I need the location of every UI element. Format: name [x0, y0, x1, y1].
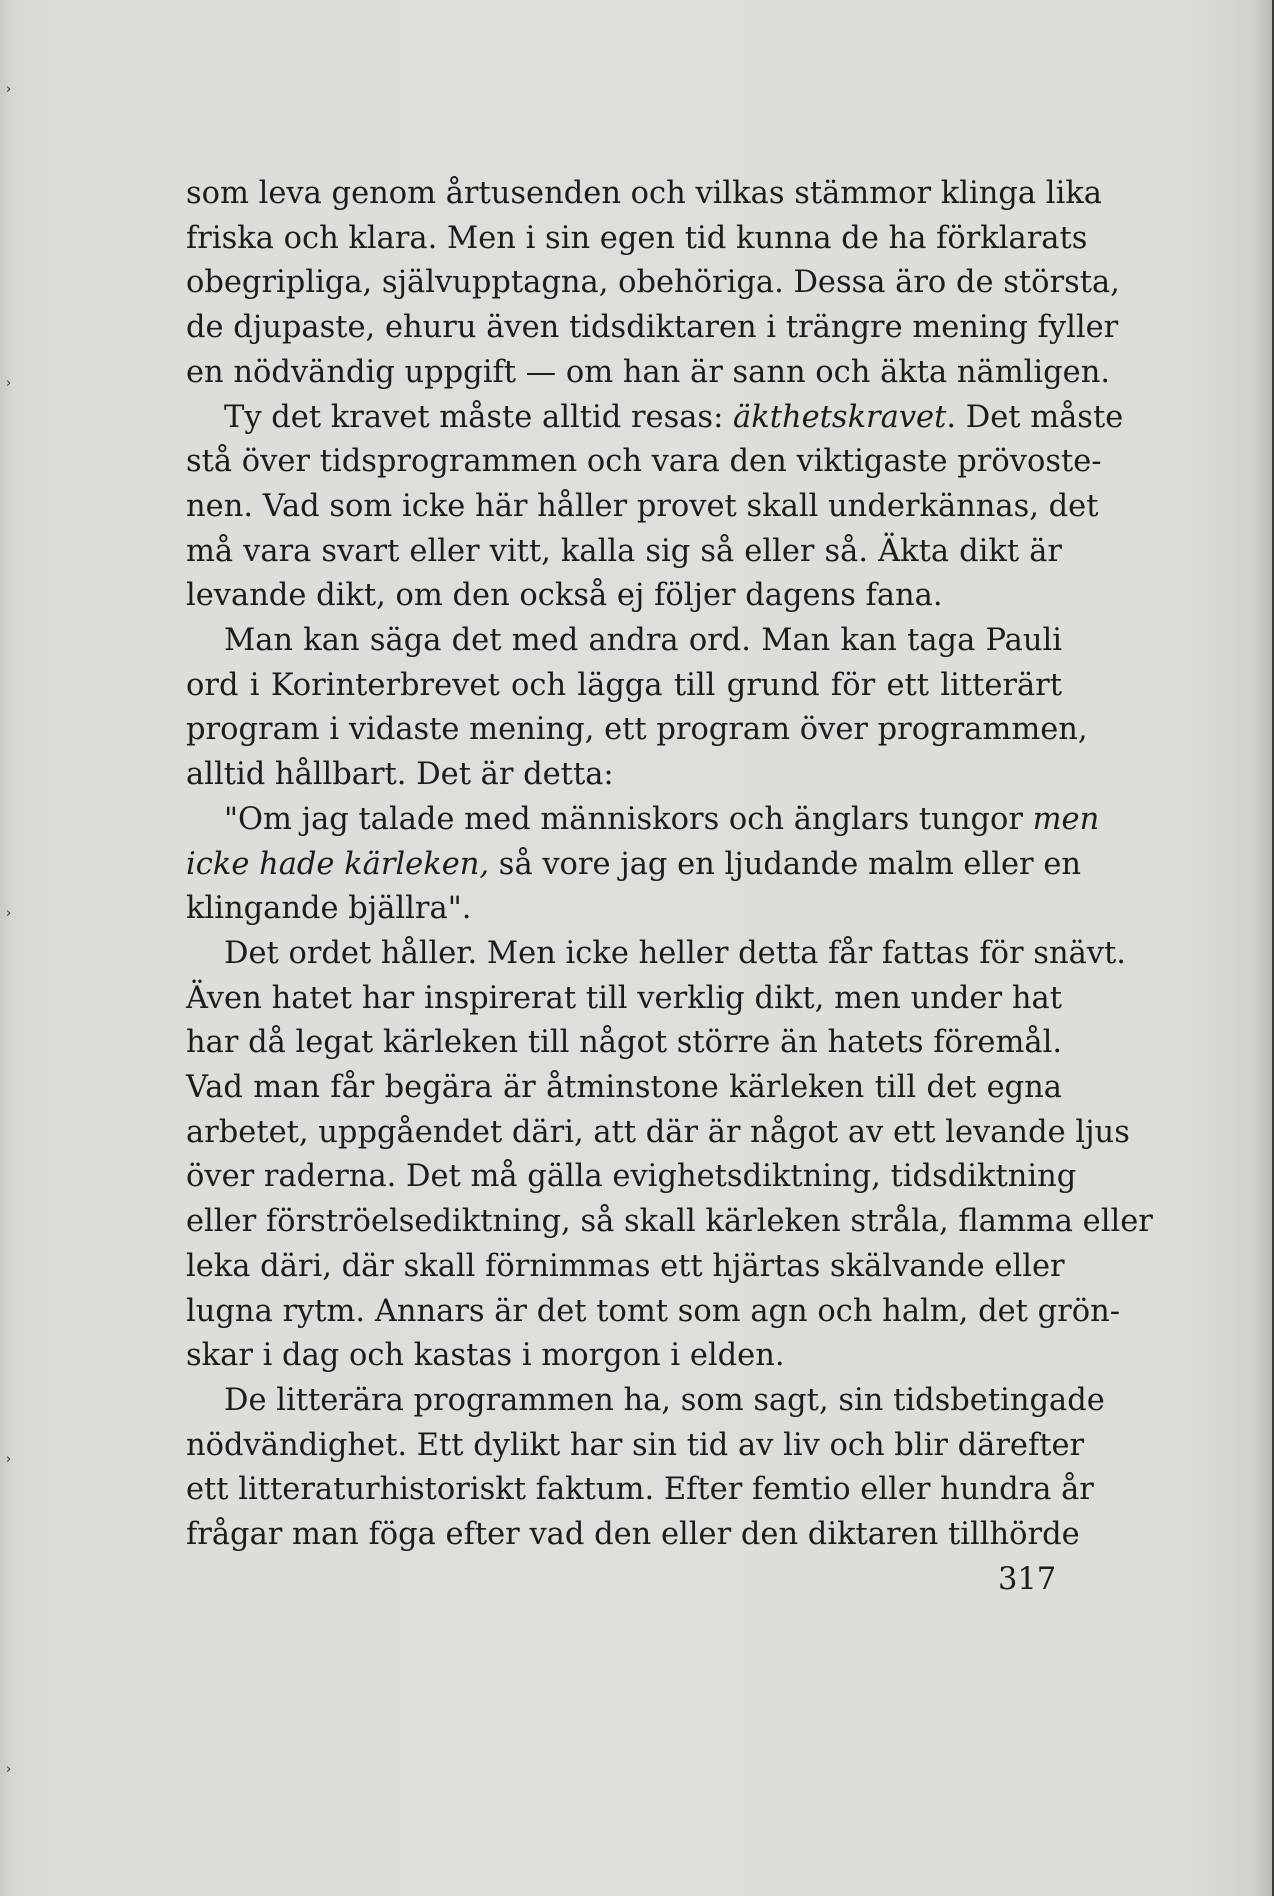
text-segment: Även hatet har inspirerat till verklig dikt, men under hat	[186, 980, 1062, 1016]
margin-mark: ›	[6, 82, 12, 97]
text-line	[186, 753, 1062, 798]
text-segment: klingande bjällra".	[186, 891, 472, 927]
italic-text: icke hade kärleken,	[186, 846, 490, 882]
text-line	[186, 1468, 1094, 1513]
text-line	[186, 1111, 1130, 1156]
text-line	[186, 530, 1062, 575]
paragraph	[186, 619, 1088, 798]
text-line	[186, 843, 1082, 888]
text-line	[186, 1245, 1065, 1290]
text-segment: Ty det kravet måste alltid resas:	[224, 399, 734, 435]
text-line	[186, 574, 1062, 619]
margin-mark: ›	[6, 906, 12, 921]
text-segment: Man kan säga det med andra ord. Man kan taga Pauli	[224, 623, 1062, 659]
text-segment: stå över tidsprogrammen och vara den viktigaste prövoste-	[186, 444, 1102, 480]
text-line	[186, 887, 1062, 932]
text-line	[186, 485, 1099, 530]
text-line	[186, 1513, 1080, 1558]
text-segment: program i vidaste mening, ett program över programmen,	[186, 712, 1088, 748]
margin-mark: ›	[6, 1452, 12, 1467]
text-segment: de djupaste, ehuru även tidsdiktaren i trängre mening fyller	[186, 310, 1119, 346]
italic-text: äkthetskravet	[733, 399, 947, 435]
paragraph	[186, 172, 1120, 396]
text-segment: obegripliga, självupptagna, obehöriga. Dessa äro de största,	[186, 265, 1120, 301]
paragraph	[186, 1379, 1105, 1558]
text-line	[186, 172, 1102, 217]
text-line	[186, 1066, 1062, 1111]
text-segment: så vore jag en ljudande malm eller en	[489, 846, 1082, 882]
text-segment: ett litteraturhistoriskt faktum. Efter femtio eller hundra år	[186, 1472, 1094, 1508]
body-text	[186, 172, 1153, 1558]
text-line	[186, 1379, 1105, 1424]
text-segment: friska och klara. Men i sin egen tid kunna de ha förklarats	[186, 220, 1088, 256]
text-segment: en nödvändig uppgift — om han är sann och äkta nämligen.	[186, 354, 1111, 390]
text-line	[186, 798, 1100, 843]
page-number: 317	[998, 1562, 1057, 1597]
text-line	[186, 1200, 1153, 1245]
italic-text: men	[1032, 801, 1100, 837]
text-line	[186, 440, 1102, 485]
text-segment: frågar man föga efter vad den eller den diktaren tillhörde	[186, 1517, 1080, 1553]
text-segment: lugna rytm. Annars är det tomt som agn och halm, det grön-	[186, 1293, 1121, 1329]
text-segment: . Det måste	[946, 399, 1124, 435]
text-segment: skar i dag och kastas i morgon i elden.	[186, 1338, 785, 1374]
text-line	[186, 306, 1119, 351]
text-line	[186, 619, 1062, 664]
margin-mark: ›	[6, 376, 12, 391]
text-line	[186, 664, 1062, 709]
text-line	[186, 1424, 1085, 1469]
text-segment: Det ordet håller. Men icke heller detta får fattas för snävt.	[224, 935, 1126, 971]
margin-mark: ›	[6, 1762, 12, 1777]
paragraph	[186, 396, 1124, 620]
text-line	[186, 1334, 1062, 1379]
text-line	[186, 932, 1126, 977]
text-line	[186, 217, 1088, 262]
text-line	[186, 351, 1111, 396]
text-line	[186, 708, 1088, 753]
text-segment: eller förströelsediktning, så skall kärleken stråla, flamma eller	[186, 1204, 1153, 1240]
text-segment: levande dikt, om den också ej följer dagens fana.	[186, 578, 943, 614]
text-line	[186, 1155, 1077, 1200]
text-segment: har då legat kärleken till något större än hatets föremål.	[186, 1025, 1063, 1061]
text-segment: arbetet, uppgåendet däri, att där är något av ett levande ljus	[186, 1114, 1130, 1150]
text-line	[186, 396, 1124, 441]
text-segment: "Om jag talade med människors och änglars tungor	[224, 801, 1033, 837]
text-segment: Vad man får begära är åtminstone kärleken till det egna	[186, 1070, 1062, 1106]
text-segment: leka däri, där skall förnimmas ett hjärtas skälvande eller	[186, 1248, 1065, 1284]
text-segment: över raderna. Det må gälla evighetsdiktning, tidsdiktning	[186, 1159, 1077, 1195]
text-segment: De litterära programmen ha, som sagt, sin tidsbetingade	[224, 1382, 1105, 1418]
text-segment: må vara svart eller vitt, kalla sig så eller så. Äkta dikt är	[186, 533, 1062, 569]
text-line	[186, 977, 1062, 1022]
text-line	[186, 1021, 1062, 1066]
paragraph	[186, 798, 1100, 932]
text-segment: som leva genom årtusenden och vilkas stämmor klinga lika	[186, 176, 1102, 211]
paragraph	[186, 932, 1153, 1379]
text-line	[186, 261, 1120, 306]
text-line	[186, 1290, 1121, 1335]
text-segment: ord i Korinterbrevet och lägga till grund för ett litterärt	[186, 667, 1062, 703]
text-segment: nen. Vad som icke här håller provet skall underkännas, det	[186, 488, 1099, 524]
text-segment: nödvändighet. Ett dylikt har sin tid av liv och blir därefter	[186, 1427, 1085, 1463]
text-segment: alltid hållbart. Det är detta:	[186, 757, 614, 793]
